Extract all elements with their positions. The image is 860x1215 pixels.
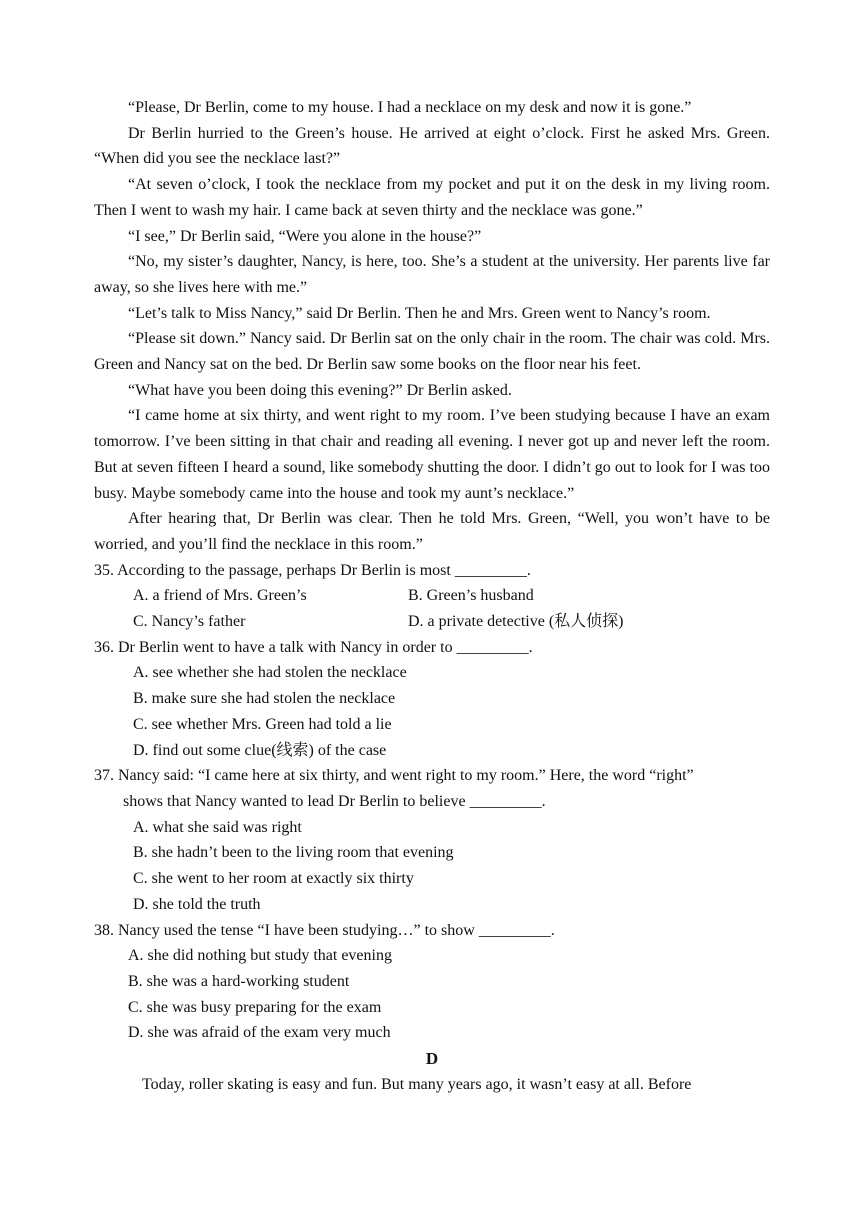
passage-d bbox=[94, 1046, 770, 1097]
passage-paragraph: “No, my sister’s daughter, Nancy, is here, too. She’s a student at the university. Her parents live far away, so she lives here with me.” bbox=[94, 253, 770, 296]
option-b: B. Green’s husband bbox=[408, 587, 534, 605]
passage-paragraph: After hearing that, Dr Berlin was clear. Then he told Mrs. Green, “Well, you won’t have to be worried, and you’ll find the necklace in this room.” bbox=[94, 510, 770, 553]
option-b: B. she hadn’t been to the living room that evening bbox=[133, 844, 454, 862]
question-36 bbox=[94, 635, 770, 764]
passage-paragraph: “Please sit down.” Nancy said. Dr Berlin sat on the only chair in the room. The chair was cold. Mrs. Green and Nancy sat on the bed. Dr Berlin saw some books on the floor near his feet. bbox=[94, 330, 770, 374]
passage-paragraph: “Let’s talk to Miss Nancy,” said Dr Berlin. Then he and Mrs. Green went to Nancy’s room. bbox=[128, 304, 711, 322]
option-d: D. she told the truth bbox=[133, 895, 261, 913]
passage-paragraph: “I see,” Dr Berlin said, “Were you alone in the house?” bbox=[128, 227, 482, 245]
question-37 bbox=[94, 763, 770, 917]
question-38 bbox=[94, 918, 770, 1047]
option-a: A. a friend of Mrs. Green’s bbox=[133, 587, 307, 605]
passage-paragraph: Today, roller skating is easy and fun. But many years ago, it wasn’t easy at all. Before bbox=[142, 1075, 692, 1093]
option-a: A. see whether she had stolen the necklace bbox=[133, 664, 407, 682]
option-a: A. what she said was right bbox=[133, 818, 302, 836]
option-c: C. she went to her room at exactly six thirty bbox=[133, 870, 414, 888]
option-b: B. make sure she had stolen the necklace bbox=[133, 690, 396, 708]
passage-paragraph: “What have you been doing this evening?” Dr Berlin asked. bbox=[128, 381, 512, 399]
question-stem-continued: shows that Nancy wanted to lead Dr Berlin to believe _________. bbox=[123, 792, 546, 810]
option-d: D. a private detective (私人侦探) bbox=[408, 613, 624, 631]
passage-paragraph: “At seven o’clock, I took the necklace from my pocket and put it on the desk in my living room. Then I went to wash my hair. I came back at seven thirty and the necklace was gone.” bbox=[94, 176, 770, 219]
option-c: C. see whether Mrs. Green had told a lie bbox=[133, 715, 392, 733]
option-row bbox=[94, 609, 770, 635]
question-stem: 35. According to the passage, perhaps Dr Berlin is most _________. bbox=[94, 561, 531, 579]
option-d: D. find out some clue(线索) of the case bbox=[133, 741, 387, 759]
option-row bbox=[94, 583, 770, 609]
question-stem: 37. Nancy said: “I came here at six thirty, and went right to my room.” Here, the word “right” bbox=[94, 767, 694, 785]
passage-paragraph: Dr Berlin hurried to the Green’s house. He arrived at eight o’clock. First he asked Mrs. Green. “When did you see the necklace last?” bbox=[94, 124, 770, 168]
question-35 bbox=[94, 558, 770, 635]
question-stem: 38. Nancy used the tense “I have been studying…” to show _________. bbox=[94, 921, 555, 939]
option-b: B. she was a hard-working student bbox=[128, 972, 350, 990]
passage-c bbox=[94, 95, 770, 558]
section-heading: D bbox=[425, 1049, 439, 1069]
passage-paragraph: “Please, Dr Berlin, come to my house. I had a necklace on my desk and now it is gone.” bbox=[128, 99, 692, 116]
option-c: C. Nancy’s father bbox=[133, 613, 246, 631]
page-content bbox=[94, 95, 770, 1097]
option-d: D. she was afraid of the exam very much bbox=[128, 1024, 391, 1042]
passage-paragraph: “I came home at six thirty, and went right to my room. I’ve been studying because I have an exam tomorrow. I’ve been sitting in that chair and reading all evening. I never got up and never left the room. But at seven fifteen I heard a sound, like somebody shutting the door. I didn’t go out to look for I was too busy. Maybe somebody came into the house and took my aunt’s necklace.” bbox=[94, 407, 770, 502]
option-c: C. she was busy preparing for the exam bbox=[128, 998, 382, 1016]
question-stem: 36. Dr Berlin went to have a talk with Nancy in order to _________. bbox=[94, 638, 533, 656]
option-a: A. she did nothing but study that evening bbox=[128, 947, 392, 965]
